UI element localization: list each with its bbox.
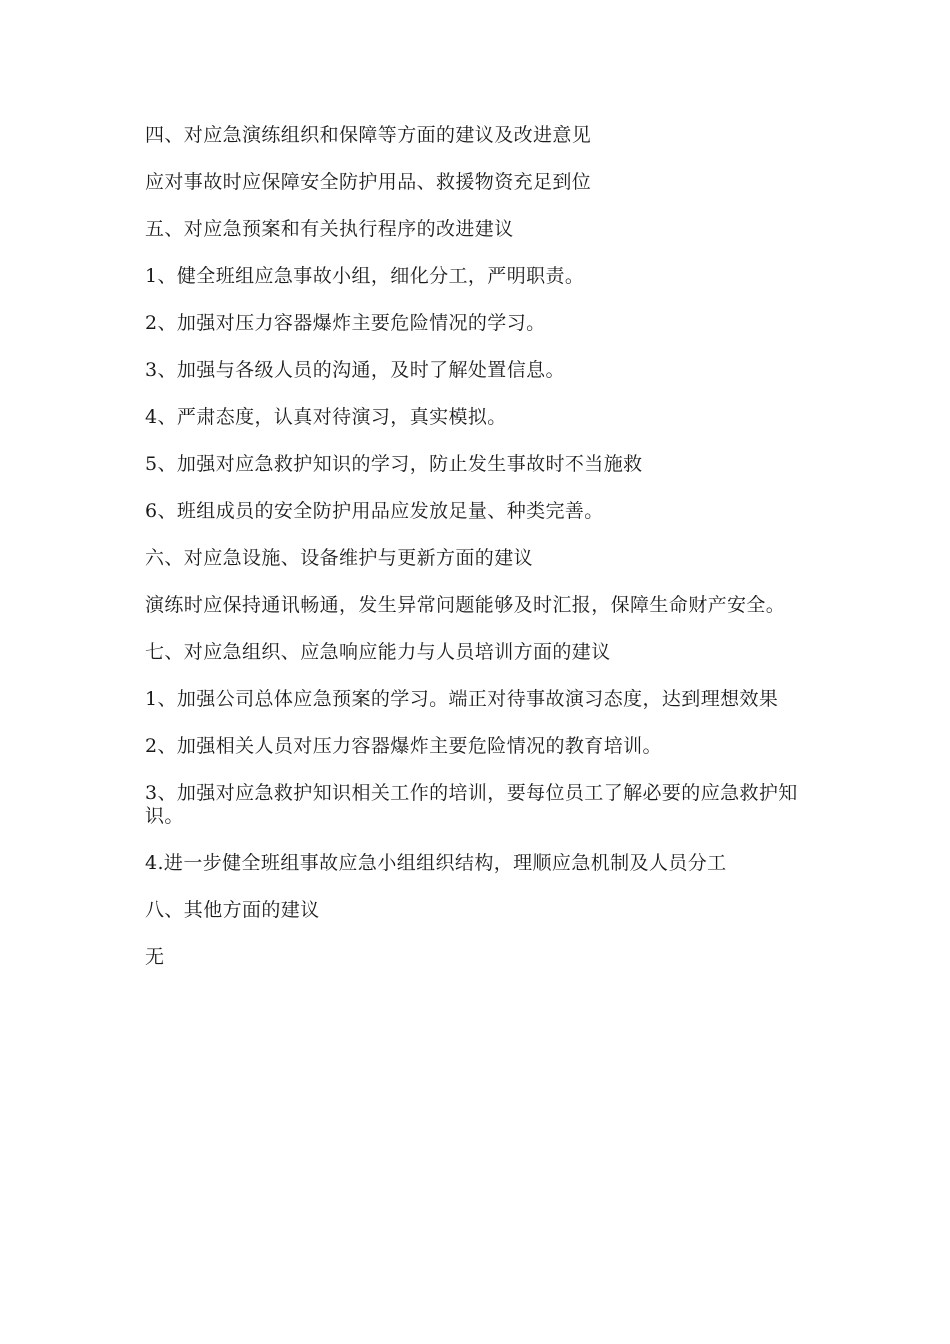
list-item: 1、健全班组应急事故小组，细化分工，严明职责。 xyxy=(145,265,585,287)
list-item: 2、加强相关人员对压力容器爆炸主要危险情况的教育培训。 xyxy=(145,735,662,757)
section-heading-6: 六、对应急设施、设备维护与更新方面的建议 xyxy=(145,547,534,569)
paragraph-text: 演练时应保持通讯畅通，发生异常问题能够及时汇报，保障生命财产安全。 xyxy=(145,594,786,616)
paragraph-text: 应对事故时应保障安全防护用品、救援物资充足到位 xyxy=(145,171,592,193)
list-item: 4、严肃态度，认真对待演习，真实模拟。 xyxy=(145,406,507,428)
list-item: 4.进一步健全班组事故应急小组组织结构，理顺应急机制及人员分工 xyxy=(145,852,727,874)
section-heading-8: 八、其他方面的建议 xyxy=(145,899,320,921)
document-body xyxy=(145,124,810,993)
section-heading-7: 七、对应急组织、应急响应能力与人员培训方面的建议 xyxy=(145,641,611,663)
list-item: 5、加强对应急救护知识的学习，防止发生事故时不当施救 xyxy=(145,453,643,475)
list-item: 3、加强与各级人员的沟通，及时了解处置信息。 xyxy=(145,359,565,381)
paragraph-text: 无 xyxy=(145,946,165,968)
list-item: 3、加强对应急救护知识相关工作的培训，要每位员工了解必要的应急救护知识。 xyxy=(145,782,798,827)
section-heading-4: 四、对应急演练组织和保障等方面的建议及改进意见 xyxy=(145,124,592,146)
list-item: 6、班组成员的安全防护用品应发放足量、种类完善。 xyxy=(145,500,604,522)
list-item: 1、加强公司总体应急预案的学习。端正对待事故演习态度，达到理想效果 xyxy=(145,688,779,710)
section-heading-5: 五、对应急预案和有关执行程序的改进建议 xyxy=(145,218,514,240)
list-item: 2、加强对压力容器爆炸主要危险情况的学习。 xyxy=(145,312,546,334)
